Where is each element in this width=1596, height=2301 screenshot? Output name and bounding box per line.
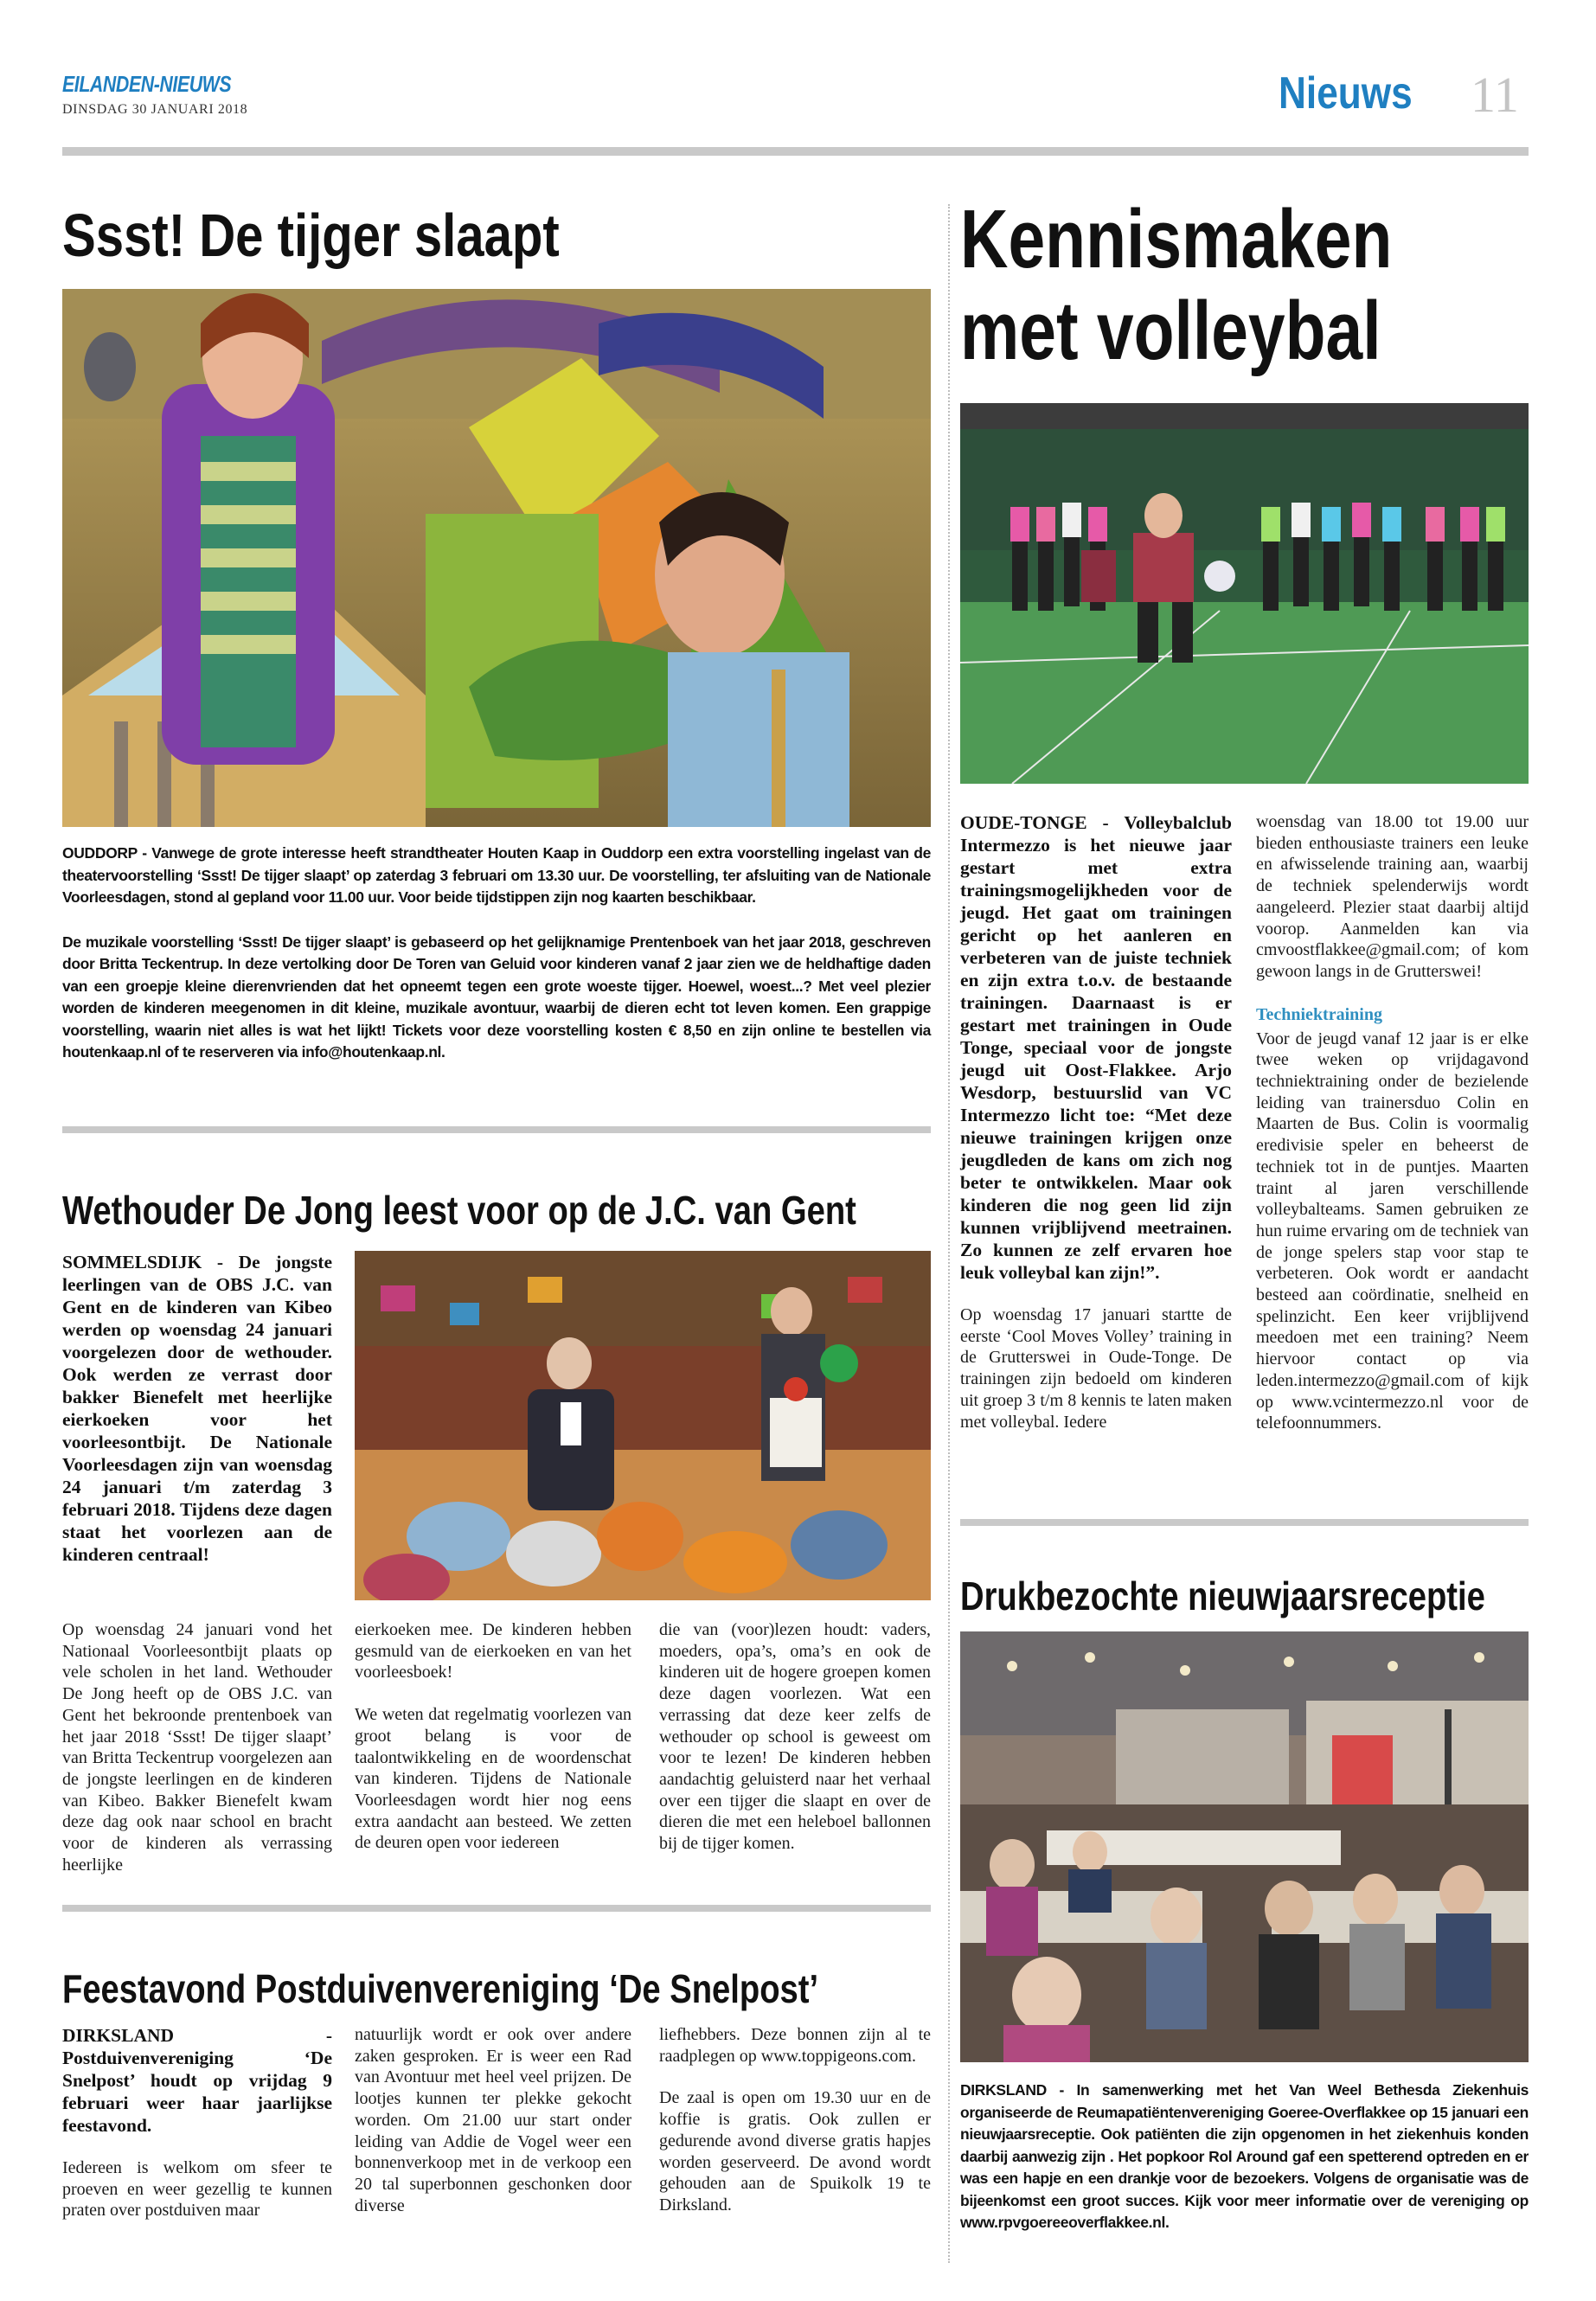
reception-illustration xyxy=(960,1631,1529,2062)
article-tijger-body xyxy=(62,843,931,1086)
divider-left-2 xyxy=(62,1905,931,1912)
section-label: Nieuws xyxy=(1279,68,1413,119)
snelpost-col-1: DIRKSLAND - Postduivenvereniging ‘De Snelpost’ houdt op vrijdag 9 februari weer haar jaarlijkse feestavond. Iedereen is welkom om sfeer te proeven en weer gezellig te kunnen praten over postduiven maar xyxy=(62,2025,332,2221)
wethouder-col-3: die van (voor)lezen houdt: vaders, moeders, opa’s, oma’s en ook de kinderen uit de hogere groepen komen deze dagen voorlezen. Wat een verrassing dat deze keer zelfs de wethouder op school is geweest om voor te lezen! De kinderen hebben aandachtig geluisterd naar het verhaal over een tijger die slaapt en over de dieren die met een heleboel ballonnen bij de tijger komen. xyxy=(659,1620,931,1854)
wethouder-col-2: eierkoeken mee. De kinderen hebben gesmuld van de eierkoeken en van het voorleesboek! We weten dat regelmatig voorlezen van groot belang is voor de taalontwikkeling en de woordenschat van kinderen. Tijdens de Nationale Voorleesdagen wordt hier nog eens extra aandacht aan besteed. We zetten de deuren open voor iedereen xyxy=(355,1620,631,1853)
volleyball-illustration xyxy=(960,403,1529,784)
headline-wethouder: Wethouder De Jong leest voor op de J.C. van Gent xyxy=(62,1188,856,1233)
masthead-logo: EILANDEN-NIEUWS xyxy=(62,71,232,97)
snelpost-col-3: liefhebbers. Deze bonnen zijn al te raadplegen op www.toppigeons.com. De zaal is open om 19.30 uur en de koffie is gratis. Ook zullen er gedurende avond diverse gratis hapjes worden geserveerd. De avond wordt gehouden aan de Spuikolk 19 te Dirksland. xyxy=(659,2025,931,2214)
wethouder-lead: SOMMELSDIJK - De jongste leerlingen van de OBS J.C. van Gent en de kinderen van Kibeo werden op woensdag 24 januari voorgelezen door de wethouder. Ook werden ze verrast door bakker Bienefelt met heerlijke eierkoeken voor het voorleesontbijt. De Nationale Voorleesdagen zijn van woensdag 24 januari t/m zaterdag 3 februari 2018. Tijdens deze dagen staat het voorlezen aan de kinderen centraal! xyxy=(62,1252,332,1565)
headline-snelpost: Feestavond Postduivenvereniging ‘De Snelpost’ xyxy=(62,1966,819,2011)
receptie-body: DIRKSLAND - In samenwerking met het Van Weel Bethesda Ziekenhuis organiseerde de Reumapatiëntenvereniging Goeree-Overflakkee op 15 januari een nieuwjaarsreceptie. Ook patiënten die zijn opgenomen in het ziekenhuis konden daarbij aanwezig zijn . Het popkoor Rol Around gaf een spetterend optreden en er was een hapje en een drankje voor de bezoekers. Volgens de organisatie was de bijeenkomst een groot succes. Kijk voor meer informatie over de vereniging op www.rpvgoereeoverflakkee.nl. xyxy=(960,2081,1529,2231)
volleybal-col-1: OUDE-TONGE - Volleybalclub Intermezzo is het nieuwe jaar gestart met extra trainingsmogelijkheden voor de jeugd. Het gaat om trainingen gericht op het aanleren en verbeteren van de juiste techniek en zijn extra t.o.v. de bestaande trainingen. Daarnaast is er gestart met trainingen in Oude Tonge, speciaal voor de jongste jeugd uit Oost-Flakkee. Arjo Wesdorp, bestuurslid van VC Intermezzo licht toe: “Met deze nieuwe trainingen krijgen onze jeugdleden de kans om zich nog beter te ontwikkelen. Maar ook kinderen die nog geen lid zijn kunnen vrijblijvend meetrainen. Zo kunnen ze zelf ervaren hoe leuk volleybal kan zijn!”. Op woensdag 17 januari startte de eerste ‘Cool Moves Volley’ training in de Grutterswei in Oude-Tonge. De trainingen zijn bedoeld om kinderen uit groep 3 t/m 8 kennis te laten maken met volleybal. Iedere xyxy=(960,812,1232,1432)
headline-volleybal: Kennismaken met volleybal xyxy=(960,193,1393,377)
reception-photo xyxy=(960,1631,1529,2062)
wethouder-col-1: Op woensdag 24 januari vond het Nationaal Voorleesontbijt plaats op vele scholen in het land. Wethouder De Jong heeft op de OBS J.C. van Gent het bekroonde prentenboek van het jaar 2018 ‘Ssst! De tijger slaapt’ van Britta Teckentrup voorgelezen aan de jongste leerlingen en de kinderen van Kibeo. Bakker Bienefelt kwam deze dag ook naar school en bracht voor de kinderen als verrassing heerlijke xyxy=(62,1620,332,1875)
divider-left-1 xyxy=(62,1126,931,1133)
tijger-paragraph-2: De muzikale voorstelling ‘Ssst! De tijger slaapt’ is gebaseerd op het gelijknamige Prentenboek van het jaar 2018, geschreven door Britta Teckentrup. In deze vertolking door De Toren van Geluid voor kinderen vanaf 2 jaar zien we de heldhaftige daden van een groepje kleine dierenvrienden dat het opneemt tegen een grote woeste tijger. Hoewel, woest...? Met veel plezier worden de kinderen meegenomen in dit kleine, muzikale avontuur, waarbij de dieren echt tot leven komen. Een grappige voorstelling, waarin niet alles is wat het lijkt! Tickets voor deze voorstelling kosten € 8,50 en zijn online te bestellen via houtenkaap.nl of te reserveren via info@houtenkaap.nl. xyxy=(62,933,931,1061)
reading-photo xyxy=(355,1251,931,1600)
masthead-divider xyxy=(62,147,1529,156)
divider-right-1 xyxy=(960,1519,1529,1526)
theater-illustration xyxy=(62,289,931,827)
column-divider xyxy=(948,204,950,2263)
reading-illustration xyxy=(355,1251,931,1600)
volleyball-photo xyxy=(960,403,1529,784)
snelpost-col-2: natuurlijk wordt er ook over andere zaken gesproken. Er is weer een Rad van Avontuur met heel veel prijzen. De lootjes kunnen ter plekke gekocht worden. Om 21.00 uur start onder leiding van Addie de Vogel weer een bonnenverkoop met in de verkoop een 20 tal superbonnen geschonken door diverse xyxy=(355,2025,631,2215)
volleybal-col-2: woensdag van 18.00 tot 19.00 uur bieden enthousiaste trainers een leuke en afwisselende training aan, waarbij de techniek spelenderwijs wordt aangeleerd. Plezier staat daarbij altijd voorop. Aanmelden kan via cmvoostflakkee@gmail.com; of kom gewoon langs in de Grutterswei! Techniektraining Voor de jeugd vanaf 12 jaar is er elke twee weken op vrijdagavond techniektraining onder de bezielende leiding van trainersduo Colin en Maarten de Bus. Colin is voormalig eredivisie speler en beheerst de techniek tot in de puntjes. Maarten traint al jaren verschillende volleybalteams. Samen gebruiken ze hun ruime ervaring om de techniek van de jonge spelers stap voor stap te verbeteren. Ook wordt er aandacht besteed aan coördinatie, snelheid en spelinzicht. Een keer vrijblijvend meedoen met een training? Neem hiervoor contact op via leden.intermezzo@gmail.com of kijk op www.vcintermezzo.nl voor de telefoonnummers. xyxy=(1256,812,1529,1433)
theater-photo xyxy=(62,289,931,827)
subhead-techniektraining: Techniektraining xyxy=(1256,1004,1382,1024)
headline-receptie: Drukbezochte nieuwjaarsreceptie xyxy=(960,1574,1485,1618)
issue-date: DINSDAG 30 JANUARI 2018 xyxy=(62,102,248,117)
headline-tijger: Ssst! De tijger slaapt xyxy=(62,202,560,269)
tijger-paragraph-1: OUDDORP - Vanwege de grote interesse heeft strandtheater Houten Kaap in Ouddorp een extra voorstelling ingelast van de theatervoorstelling ‘Ssst! De tijger slaapt’ op zaterdag 3 februari om 13.30 uur. De voorstelling, ter afsluiting van de Nationale Voorleesdagen, stond al gepland voor 11.00 uur. Voor beide tijdstippen zijn nog kaarten beschikbaar. xyxy=(62,844,931,906)
page-number: 11 xyxy=(1471,67,1519,123)
